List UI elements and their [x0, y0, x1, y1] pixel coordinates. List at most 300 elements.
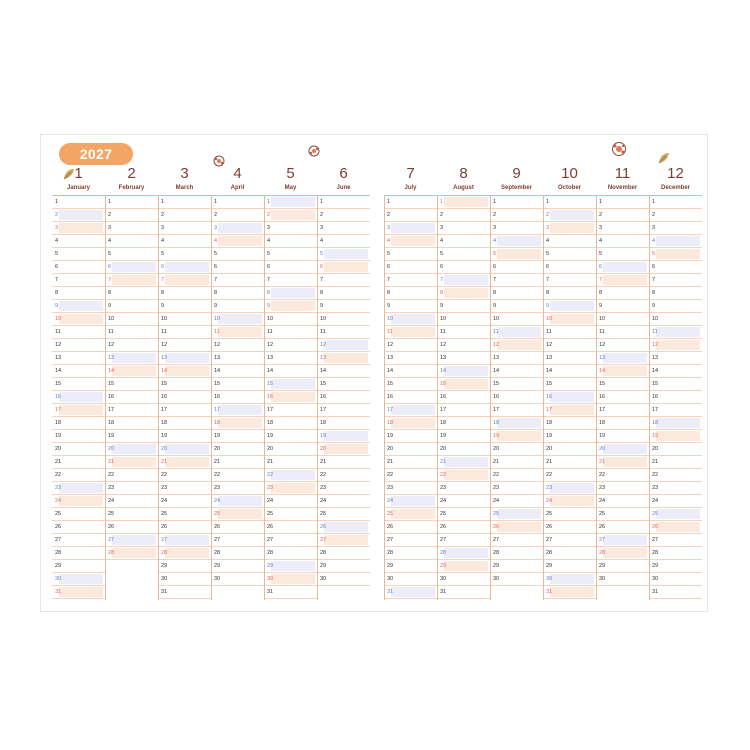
- day-number: 16: [599, 394, 606, 400]
- day-row: [649, 521, 702, 534]
- day-number: 14: [599, 368, 606, 374]
- day-row: [384, 469, 437, 482]
- day-row: [596, 391, 649, 404]
- day-number: 28: [546, 550, 553, 556]
- day-row: [52, 378, 105, 391]
- day-row: [211, 365, 264, 378]
- day-row: [105, 430, 158, 443]
- day-number: 25: [214, 511, 221, 517]
- day-row: [649, 417, 702, 430]
- day-list: [543, 196, 596, 599]
- day-number: 20: [652, 446, 659, 452]
- day-number: 21: [387, 459, 394, 465]
- day-row: [596, 378, 649, 391]
- day-row: [384, 300, 437, 313]
- day-list: [211, 196, 264, 586]
- day-row: [649, 287, 702, 300]
- day-number: 29: [599, 563, 606, 569]
- day-number: 28: [214, 550, 221, 556]
- day-row: [211, 196, 264, 209]
- day-number: 2: [652, 212, 656, 218]
- day-number: 17: [440, 407, 447, 413]
- day-number: 22: [387, 472, 394, 478]
- day-row: [596, 248, 649, 261]
- day-row: [649, 209, 702, 222]
- day-row: [596, 274, 649, 287]
- day-number: 10: [108, 316, 115, 322]
- day-number: 8: [493, 290, 497, 296]
- day-row: [649, 339, 702, 352]
- day-number: 30: [214, 576, 221, 582]
- day-number: 23: [161, 485, 168, 491]
- day-row: [52, 274, 105, 287]
- day-row: [490, 508, 543, 521]
- day-number: 2: [108, 212, 112, 218]
- day-number: 11: [55, 329, 61, 335]
- day-row: [317, 573, 370, 586]
- month-header: [543, 160, 596, 196]
- day-number: 7: [493, 277, 497, 283]
- day-row: [649, 573, 702, 586]
- flower-icon: [307, 144, 321, 158]
- day-number: 14: [267, 368, 274, 374]
- day-row: [211, 287, 264, 300]
- month-header: [105, 160, 158, 196]
- day-number: 9: [320, 303, 324, 309]
- day-row: [596, 222, 649, 235]
- day-number: 16: [387, 394, 394, 400]
- day-row: [211, 508, 264, 521]
- day-row: [596, 235, 649, 248]
- day-row: [490, 352, 543, 365]
- day-number: 8: [55, 290, 59, 296]
- day-number: 11: [108, 329, 114, 335]
- day-row: [543, 196, 596, 209]
- day-number: 18: [55, 420, 62, 426]
- day-row: [158, 456, 211, 469]
- day-row: [384, 248, 437, 261]
- day-number: 4: [214, 238, 218, 244]
- day-row: [211, 521, 264, 534]
- day-number: 5: [55, 251, 59, 257]
- day-row: [543, 352, 596, 365]
- day-number: 7: [161, 277, 165, 283]
- day-row: [105, 534, 158, 547]
- day-row: [264, 326, 317, 339]
- day-row: [52, 482, 105, 495]
- day-row: [158, 365, 211, 378]
- day-number: 29: [652, 563, 659, 569]
- month-header: [264, 160, 317, 196]
- day-row: [158, 313, 211, 326]
- day-number: 12: [387, 342, 394, 348]
- day-number: 28: [599, 550, 606, 556]
- day-row: [158, 430, 211, 443]
- day-row: [490, 235, 543, 248]
- day-number: 21: [108, 459, 115, 465]
- day-row: [264, 339, 317, 352]
- day-row: [490, 482, 543, 495]
- day-row: [264, 495, 317, 508]
- day-number: 15: [267, 381, 274, 387]
- day-number: 30: [493, 576, 500, 582]
- day-number: 17: [108, 407, 115, 413]
- day-row: [264, 235, 317, 248]
- day-row: [317, 469, 370, 482]
- day-list: [317, 196, 370, 586]
- day-number: 6: [55, 264, 59, 270]
- day-number: 2: [493, 212, 497, 218]
- day-row: [490, 534, 543, 547]
- day-number: 12: [161, 342, 168, 348]
- day-row: [649, 391, 702, 404]
- day-row: [384, 339, 437, 352]
- day-row: [264, 300, 317, 313]
- day-number: 10: [214, 316, 221, 322]
- day-row: [543, 534, 596, 547]
- day-row: [158, 339, 211, 352]
- month-header: [649, 160, 702, 196]
- day-row: [158, 404, 211, 417]
- day-number: 6: [214, 264, 218, 270]
- day-row: [384, 365, 437, 378]
- day-row: [490, 378, 543, 391]
- day-number: 20: [440, 446, 447, 452]
- day-number: 12: [652, 342, 659, 348]
- day-number: 9: [214, 303, 218, 309]
- day-row: [264, 196, 317, 209]
- day-row: [596, 482, 649, 495]
- day-row: [437, 391, 490, 404]
- day-row: [543, 287, 596, 300]
- day-row: [52, 404, 105, 417]
- day-row: [649, 586, 702, 599]
- day-number: 12: [320, 342, 327, 348]
- day-row: [384, 274, 437, 287]
- day-row: [596, 547, 649, 560]
- day-number: 1: [599, 199, 603, 205]
- day-number: 10: [493, 316, 500, 322]
- day-number: 27: [214, 537, 221, 543]
- day-row: [490, 495, 543, 508]
- day-row: [543, 482, 596, 495]
- day-number: 30: [387, 576, 394, 582]
- day-number: 31: [55, 589, 62, 595]
- day-number: 12: [599, 342, 606, 348]
- day-row: [264, 508, 317, 521]
- day-number: 15: [440, 381, 447, 387]
- day-row: [264, 547, 317, 560]
- day-number: 5: [440, 251, 444, 257]
- month-column: [105, 160, 158, 612]
- day-row: [437, 560, 490, 573]
- day-row: [105, 313, 158, 326]
- month-number: 10: [561, 165, 578, 182]
- day-number: 3: [320, 225, 324, 231]
- day-number: 26: [320, 524, 327, 530]
- day-number: 4: [440, 238, 444, 244]
- day-number: 26: [108, 524, 115, 530]
- day-number: 1: [55, 199, 59, 205]
- day-number: 1: [652, 199, 656, 205]
- day-row: [52, 222, 105, 235]
- day-number: 26: [546, 524, 553, 530]
- day-row: [384, 196, 437, 209]
- day-number: 15: [493, 381, 500, 387]
- day-number: 23: [387, 485, 394, 491]
- day-number: 23: [440, 485, 447, 491]
- day-number: 3: [493, 225, 497, 231]
- day-number: 15: [320, 381, 327, 387]
- day-row: [437, 443, 490, 456]
- day-list: [105, 196, 158, 560]
- day-row: [543, 365, 596, 378]
- day-number: 12: [214, 342, 221, 348]
- day-number: 14: [546, 368, 553, 374]
- day-row: [649, 300, 702, 313]
- day-row: [543, 222, 596, 235]
- day-number: 4: [267, 238, 271, 244]
- day-number: 30: [161, 576, 168, 582]
- day-row: [105, 300, 158, 313]
- day-row: [384, 209, 437, 222]
- year-badge: 2027: [59, 143, 133, 165]
- day-row: [158, 196, 211, 209]
- day-row: [317, 508, 370, 521]
- day-number: 12: [55, 342, 62, 348]
- day-number: 12: [267, 342, 274, 348]
- day-row: [211, 313, 264, 326]
- day-number: 25: [599, 511, 606, 517]
- day-row: [437, 326, 490, 339]
- day-number: 17: [652, 407, 659, 413]
- day-row: [52, 196, 105, 209]
- day-row: [437, 573, 490, 586]
- day-row: [264, 456, 317, 469]
- day-number: 19: [546, 433, 553, 439]
- month-header: [384, 160, 437, 196]
- day-row: [52, 469, 105, 482]
- day-row: [543, 274, 596, 287]
- day-number: 7: [214, 277, 218, 283]
- day-number: 10: [161, 316, 168, 322]
- day-row: [437, 417, 490, 430]
- day-row: [211, 261, 264, 274]
- day-number: 28: [267, 550, 274, 556]
- day-number: 14: [214, 368, 221, 374]
- day-number: 15: [652, 381, 659, 387]
- day-number: 19: [440, 433, 447, 439]
- day-row: [52, 235, 105, 248]
- day-row: [264, 274, 317, 287]
- day-row: [543, 521, 596, 534]
- day-row: [52, 547, 105, 560]
- day-number: 2: [267, 212, 271, 218]
- day-number: 28: [652, 550, 659, 556]
- day-number: 15: [546, 381, 553, 387]
- day-row: [264, 430, 317, 443]
- day-number: 1: [546, 199, 550, 205]
- day-number: 23: [55, 485, 62, 491]
- day-number: 7: [55, 277, 59, 283]
- day-number: 12: [493, 342, 500, 348]
- day-row: [437, 482, 490, 495]
- day-number: 16: [55, 394, 62, 400]
- day-row: [211, 274, 264, 287]
- day-row: [52, 417, 105, 430]
- day-number: 22: [267, 472, 274, 478]
- day-number: 9: [599, 303, 603, 309]
- day-number: 15: [108, 381, 115, 387]
- day-row: [543, 443, 596, 456]
- day-number: 12: [108, 342, 115, 348]
- day-number: 22: [320, 472, 327, 478]
- day-number: 13: [267, 355, 274, 361]
- day-row: [158, 352, 211, 365]
- day-row: [490, 560, 543, 573]
- day-number: 31: [267, 589, 274, 595]
- day-number: 20: [267, 446, 274, 452]
- month-number: 6: [339, 165, 348, 182]
- day-row: [211, 248, 264, 261]
- day-row: [437, 222, 490, 235]
- month-column: [490, 160, 543, 612]
- day-number: 29: [546, 563, 553, 569]
- day-number: 23: [108, 485, 115, 491]
- day-row: [437, 274, 490, 287]
- day-row: [437, 430, 490, 443]
- day-number: 26: [214, 524, 221, 530]
- day-row: [317, 560, 370, 573]
- day-number: 13: [599, 355, 606, 361]
- day-row: [317, 534, 370, 547]
- day-number: 14: [55, 368, 62, 374]
- day-row: [649, 326, 702, 339]
- day-row: [384, 456, 437, 469]
- day-row: [437, 209, 490, 222]
- day-row: [317, 300, 370, 313]
- day-number: 14: [440, 368, 447, 374]
- day-row: [649, 482, 702, 495]
- day-number: 18: [493, 420, 500, 426]
- day-number: 28: [108, 550, 115, 556]
- day-number: 11: [267, 329, 273, 335]
- day-number: 11: [387, 329, 393, 335]
- day-row: [158, 391, 211, 404]
- day-row: [543, 547, 596, 560]
- day-row: [649, 248, 702, 261]
- day-number: 30: [440, 576, 447, 582]
- day-number: 24: [214, 498, 221, 504]
- month-name: October: [557, 185, 581, 191]
- day-number: 21: [599, 459, 606, 465]
- month-number: 7: [406, 165, 415, 182]
- day-number: 24: [387, 498, 394, 504]
- day-row: [596, 534, 649, 547]
- day-number: 27: [267, 537, 274, 543]
- day-number: 20: [108, 446, 115, 452]
- day-row: [105, 495, 158, 508]
- day-number: 18: [320, 420, 327, 426]
- day-row: [543, 495, 596, 508]
- day-number: 22: [108, 472, 115, 478]
- day-number: 28: [55, 550, 62, 556]
- day-number: 6: [161, 264, 165, 270]
- day-row: [317, 391, 370, 404]
- day-number: 26: [493, 524, 500, 530]
- day-row: [52, 209, 105, 222]
- day-number: 22: [546, 472, 553, 478]
- day-row: [317, 417, 370, 430]
- month-number: 2: [127, 165, 136, 182]
- day-number: 21: [546, 459, 553, 465]
- day-row: [543, 560, 596, 573]
- day-number: 5: [599, 251, 603, 257]
- day-number: 30: [546, 576, 553, 582]
- day-row: [158, 417, 211, 430]
- day-row: [52, 300, 105, 313]
- day-list: [649, 196, 702, 599]
- day-number: 17: [387, 407, 394, 413]
- day-row: [596, 573, 649, 586]
- day-number: 31: [440, 589, 447, 595]
- day-number: 18: [546, 420, 553, 426]
- day-number: 31: [161, 589, 168, 595]
- day-number: 25: [440, 511, 447, 517]
- day-row: [437, 378, 490, 391]
- day-row: [649, 378, 702, 391]
- day-number: 8: [267, 290, 271, 296]
- day-row: [384, 521, 437, 534]
- day-row: [490, 365, 543, 378]
- day-number: 4: [108, 238, 112, 244]
- month-name: August: [453, 185, 474, 191]
- day-number: 21: [267, 459, 274, 465]
- day-row: [384, 482, 437, 495]
- day-row: [52, 430, 105, 443]
- day-number: 18: [440, 420, 447, 426]
- day-number: 8: [546, 290, 550, 296]
- day-row: [317, 482, 370, 495]
- flower-icon: [610, 140, 628, 158]
- day-number: 15: [214, 381, 221, 387]
- day-row: [384, 534, 437, 547]
- day-row: [596, 560, 649, 573]
- day-row: [543, 586, 596, 599]
- day-row: [317, 261, 370, 274]
- day-number: 31: [652, 589, 659, 595]
- day-number: 27: [493, 537, 500, 543]
- day-row: [596, 196, 649, 209]
- day-number: 8: [599, 290, 603, 296]
- day-number: 5: [387, 251, 391, 257]
- day-number: 13: [161, 355, 168, 361]
- day-row: [490, 404, 543, 417]
- day-number: 3: [214, 225, 218, 231]
- day-number: 30: [267, 576, 274, 582]
- day-number: 1: [267, 199, 271, 205]
- day-number: 18: [161, 420, 168, 426]
- day-number: 29: [214, 563, 221, 569]
- day-number: 3: [387, 225, 391, 231]
- day-row: [158, 443, 211, 456]
- day-number: 24: [55, 498, 62, 504]
- day-row: [105, 456, 158, 469]
- day-number: 26: [440, 524, 447, 530]
- day-number: 18: [214, 420, 221, 426]
- day-row: [211, 339, 264, 352]
- day-row: [264, 404, 317, 417]
